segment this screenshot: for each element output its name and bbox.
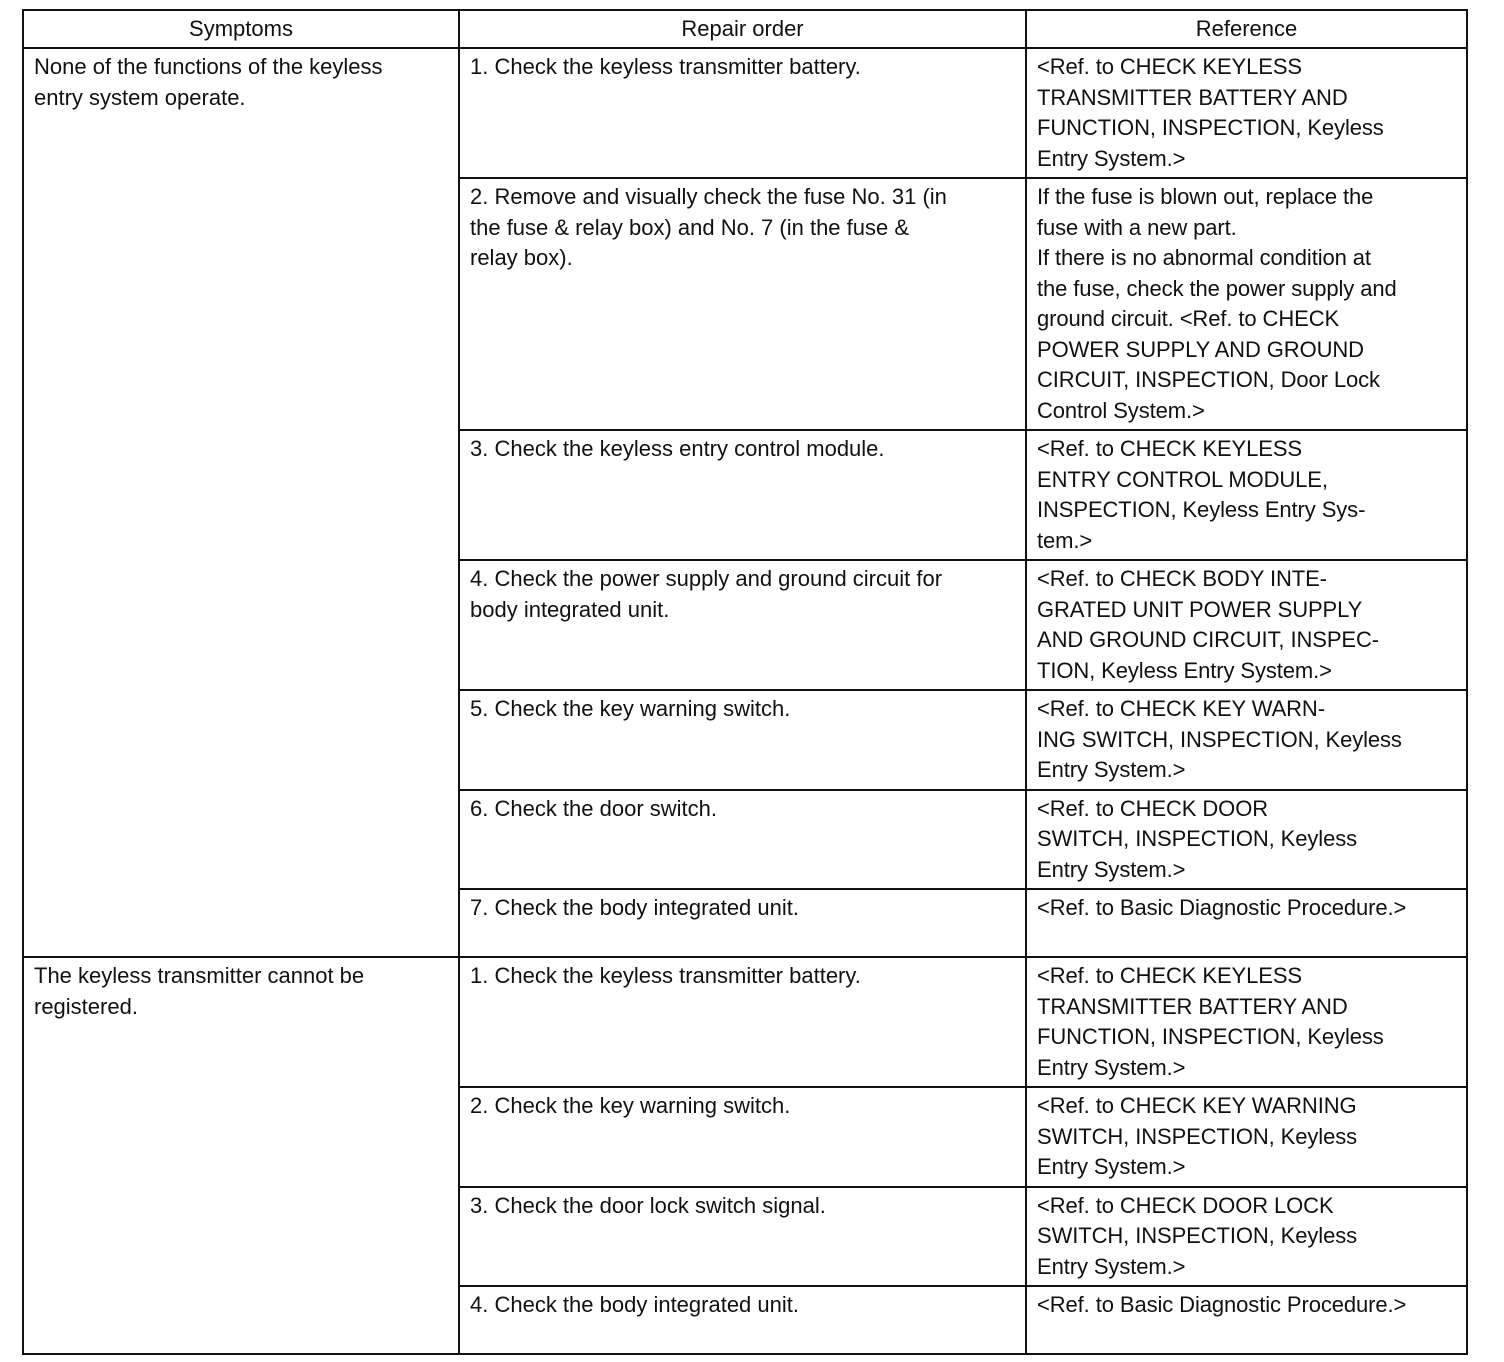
reference-cell: <Ref. to CHECK KEY WARN- ING SWITCH, INSPECTION, Keyless Entry System.> xyxy=(1026,690,1467,790)
table-header xyxy=(23,10,1467,48)
repair-step-cell: 5. Check the key warning switch. xyxy=(459,690,1026,790)
repair-step-cell: 4. Check the body integrated unit. xyxy=(459,1286,1026,1354)
repair-step-cell: 3. Check the keyless entry control module. xyxy=(459,430,1026,560)
diagnostic-table xyxy=(22,9,1468,1355)
repair-step-cell: 6. Check the door switch. xyxy=(459,790,1026,890)
repair-step-cell: 2. Remove and visually check the fuse No. 31 (in the fuse & relay box) and No. 7 (in the fuse & relay box). xyxy=(459,178,1026,430)
header-repair-order: Repair order xyxy=(459,10,1026,48)
table-row xyxy=(23,48,1467,178)
reference-cell: <Ref. to CHECK DOOR LOCK SWITCH, INSPECTION, Keyless Entry System.> xyxy=(1026,1187,1467,1287)
document-page xyxy=(22,9,1466,1355)
symptom-cell: The keyless transmitter cannot be registered. xyxy=(23,957,459,1354)
table-row xyxy=(23,957,1467,1087)
reference-cell: If the fuse is blown out, replace the fuse with a new part. If there is no abnormal condition at the fuse, check the power supply and ground circuit. <Ref. to CHECK POWER SUPPLY AND GROUND CIRCUIT, INSPECTION, Door Lock Control System.> xyxy=(1026,178,1467,430)
repair-step-cell: 3. Check the door lock switch signal. xyxy=(459,1187,1026,1287)
header-row xyxy=(23,10,1467,48)
reference-cell: <Ref. to CHECK KEYLESS TRANSMITTER BATTERY AND FUNCTION, INSPECTION, Keyless Entry System.> xyxy=(1026,48,1467,178)
header-symptoms: Symptoms xyxy=(23,10,459,48)
reference-cell: <Ref. to CHECK KEYLESS TRANSMITTER BATTERY AND FUNCTION, INSPECTION, Keyless Entry System.> xyxy=(1026,957,1467,1087)
table-body xyxy=(23,48,1467,1354)
repair-step-cell: 1. Check the keyless transmitter battery. xyxy=(459,957,1026,1087)
reference-cell: <Ref. to Basic Diagnostic Procedure.> xyxy=(1026,1286,1467,1354)
reference-cell: <Ref. to CHECK BODY INTE- GRATED UNIT POWER SUPPLY AND GROUND CIRCUIT, INSPEC- TION, Keyless Entry System.> xyxy=(1026,560,1467,690)
repair-step-cell: 2. Check the key warning switch. xyxy=(459,1087,1026,1187)
repair-step-cell: 7. Check the body integrated unit. xyxy=(459,889,1026,957)
reference-cell: <Ref. to CHECK KEY WARNING SWITCH, INSPECTION, Keyless Entry System.> xyxy=(1026,1087,1467,1187)
symptom-cell: None of the functions of the keyless entry system operate. xyxy=(23,48,459,957)
repair-step-cell: 4. Check the power supply and ground circuit for body integrated unit. xyxy=(459,560,1026,690)
header-reference: Reference xyxy=(1026,10,1467,48)
reference-cell: <Ref. to Basic Diagnostic Procedure.> xyxy=(1026,889,1467,957)
repair-step-cell: 1. Check the keyless transmitter battery. xyxy=(459,48,1026,178)
reference-cell: <Ref. to CHECK DOOR SWITCH, INSPECTION, Keyless Entry System.> xyxy=(1026,790,1467,890)
reference-cell: <Ref. to CHECK KEYLESS ENTRY CONTROL MODULE, INSPECTION, Keyless Entry Sys- tem.> xyxy=(1026,430,1467,560)
